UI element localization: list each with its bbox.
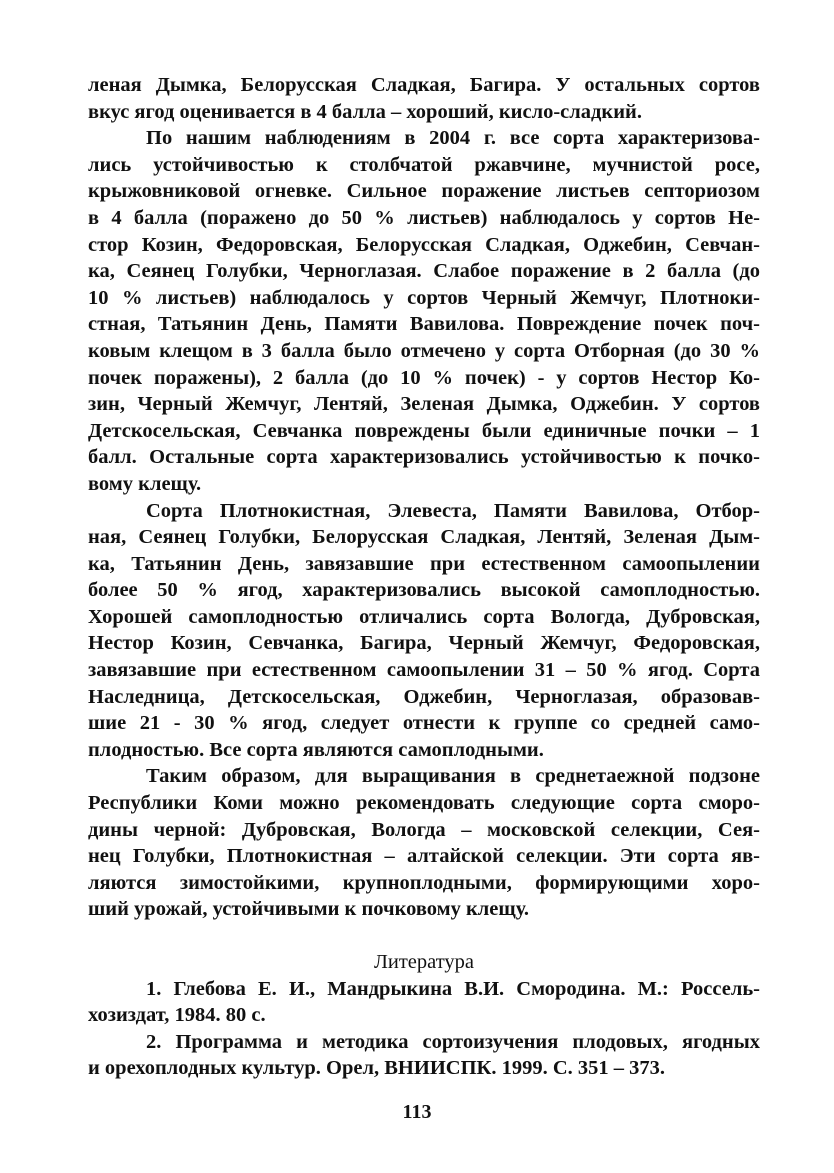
references-heading: Литература [373, 951, 475, 973]
text-line: ка, Сеянец Голубки, Черноглазая. Слабое поражение в 2 балла (до [88, 260, 760, 283]
text-line: ший урожай, устойчивыми к почковому клещу. [88, 898, 530, 921]
text-line: завязавшие при естественном самоопылении 31 – 50 % ягод. Сорта [88, 659, 760, 682]
text-line: 2. Программа и методика сортоизучения плодовых, ягодных [146, 1030, 760, 1053]
text-line: стор Козин, Федоровская, Белорусская Сладкая, Оджебин, Севчан- [88, 233, 760, 256]
text-line: Сорта Плотнокистная, Элевеста, Памяти Вавилова, Отбор- [146, 499, 760, 522]
reference-item [88, 1029, 760, 1082]
text-line: почек поражены), 2 балла (до 10 % почек) - у сортов Нестор Ко- [88, 366, 760, 389]
text-line: Наследница, Детскосельская, Оджебин, Черноглазая, образовав- [88, 685, 760, 708]
text-line: 1. Глебова Е. И., Мандрыкина В.И. Смородина. М.: Россель- [146, 977, 760, 1000]
paragraph [88, 72, 760, 125]
text-line: Детскосельская, Севчанка повреждены были единичные почки – 1 [88, 419, 760, 442]
text-line: лись устойчивостью к столбчатой ржавчине, мучнистой росе, [88, 153, 760, 176]
text-line: шие 21 - 30 % ягод, следует отнести к группе со средней само- [88, 712, 760, 735]
text-line: 10 % листьев) наблюдалось у сортов Черный Жемчуг, Плотноки- [88, 286, 760, 309]
text-line: ковым клещом в 3 балла было отмечено у сорта Отборная (до 30 % [88, 339, 760, 362]
text-line: дины черной: Дубровская, Вологда – московской селекции, Сея- [88, 818, 760, 841]
text-line: зин, Черный Жемчуг, Лентяй, Зеленая Дымка, Оджебин. У сортов [88, 393, 760, 416]
references-section [88, 949, 760, 1082]
section-gap [88, 923, 760, 949]
page-number: 113 [402, 1101, 432, 1123]
paragraph [88, 125, 760, 497]
text-line: По нашим наблюдениям в 2004 г. все сорта характеризова- [146, 127, 760, 150]
text-line: ка, Татьянин День, завязавшие при естественном самоопылении [88, 552, 760, 575]
text-line: крыжовниковой огневке. Сильное поражение листьев септориозом [88, 180, 760, 203]
text-line: в 4 балла (поражено до 50 % листьев) наблюдалось у сортов Не- [88, 206, 760, 229]
text-line: ляются зимостойкими, крупноплодными, формирующими хоро- [88, 871, 760, 894]
text-line: и орехоплодных культур. Орел, ВНИИСПК. 1999. С. 351 – 373. [88, 1057, 666, 1080]
paragraph [88, 763, 760, 923]
text-line: вому клещу. [88, 472, 202, 495]
text-line: Хорошей самоплодностью отличались сорта Вологда, Дубровская, [88, 605, 760, 628]
reference-item [88, 976, 760, 1029]
text-line: нец Голубки, Плотнокистная – алтайской селекции. Эти сорта яв- [88, 845, 760, 868]
text-line: Нестор Козин, Севчанка, Багира, Черный Жемчуг, Федоровская, [88, 632, 760, 655]
text-line: вкус ягод оценивается в 4 балла – хороший, кисло-сладкий. [88, 100, 642, 123]
text-line: Таким образом, для выращивания в среднетаежной подзоне [146, 765, 760, 788]
text-line: плодностью. Все сорта являются самоплодными. [88, 738, 544, 761]
page-body [88, 72, 760, 1082]
paragraph [88, 498, 760, 764]
text-line: стная, Татьянин День, Памяти Вавилова. Повреждение почек поч- [88, 313, 760, 336]
text-line: Республики Коми можно рекомендовать следующие сорта сморо- [88, 792, 760, 815]
text-line: ная, Сеянец Голубки, Белорусская Сладкая, Лентяй, Зеленая Дым- [88, 526, 760, 549]
text-line: хозиздат, 1984. 80 с. [88, 1004, 266, 1027]
text-line: леная Дымка, Белорусская Сладкая, Багира. У остальных сортов [88, 74, 760, 96]
text-line: более 50 % ягод, характеризовались высокой самоплодностью. [88, 579, 760, 602]
text-line: балл. Остальные сорта характеризовались устойчивостью к почко- [88, 446, 760, 469]
